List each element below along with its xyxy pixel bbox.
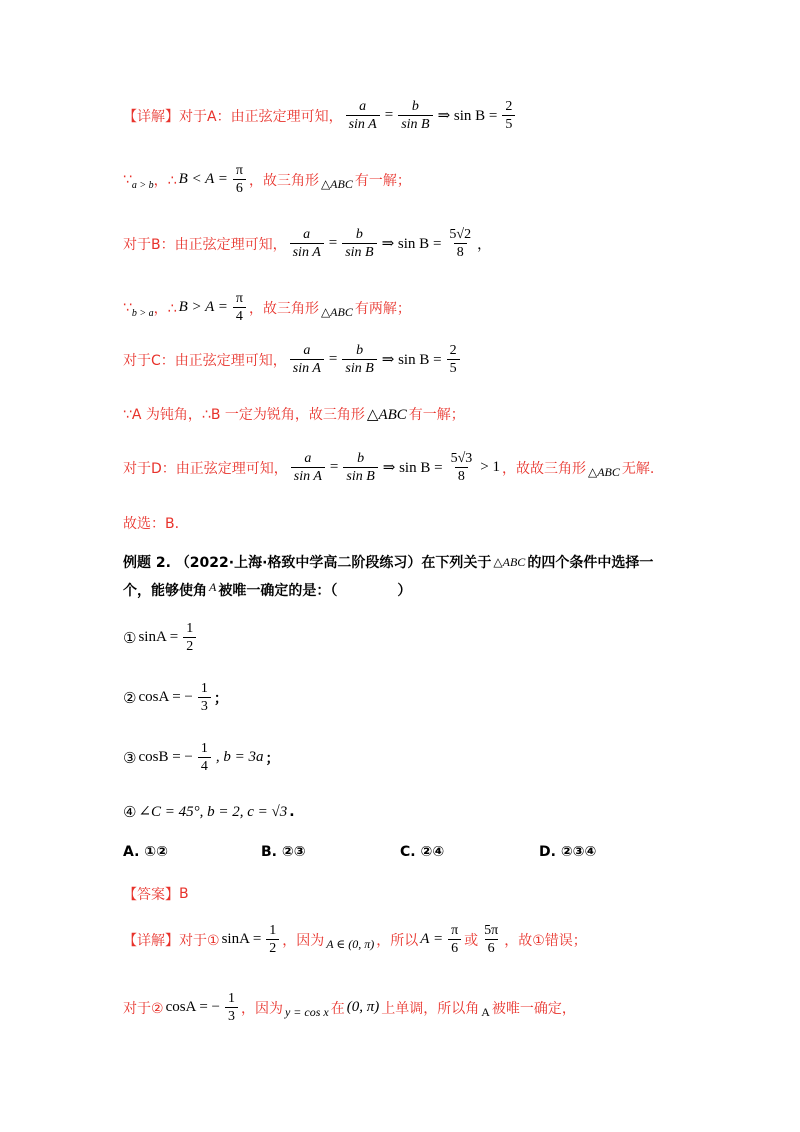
fraction: $\frac{2}{5}$ (502, 98, 515, 133)
fraction: $\frac{5√2}{8}$ (449, 227, 472, 260)
answer-value: B (179, 886, 189, 902)
fraction: $\frac{\pi}{6}$ (233, 162, 246, 197)
detail-tag: 【详解】 (123, 108, 179, 125)
option-a: A. ①② (123, 844, 168, 860)
line-text: 对于A：由正弦定理可知， (179, 108, 343, 125)
condition-1: ① sinA = $\frac{1}{2}$ (123, 620, 199, 655)
fraction: $\frac{a}{\text{sin A}}$ (346, 98, 380, 133)
option-c: C. ②④ (400, 844, 445, 860)
detail-line-a-reason (123, 162, 411, 197)
line-text: 对于D：由正弦定理可知， (123, 460, 288, 477)
question-line-2: 个，能够使角 A 被唯一确定的是：（ ） (123, 579, 412, 599)
line-text: 对于B：由正弦定理可知， (123, 236, 287, 253)
fraction: $\frac{\pi}{6}$ (448, 922, 461, 957)
angle-label: A (209, 579, 217, 594)
fraction: $\frac{1}{2}$ (266, 922, 279, 957)
angle-expr: B > A = (178, 299, 228, 315)
fraction: $\frac{b}{\text{sin B}}$ (342, 342, 376, 377)
line-text: ，故三角形 (248, 172, 319, 189)
detail-line-b-reason (123, 290, 411, 325)
line-text: ，故三角形 (248, 300, 319, 317)
result-text: 有两解； (354, 300, 411, 317)
fraction: $\frac{a}{\text{sin A}}$ (290, 342, 324, 377)
result-text: 有一解； (354, 172, 411, 189)
option-d: D. ②③④ (539, 844, 597, 860)
triangle-label: △ABC (493, 554, 526, 569)
condition-3: ③ cosB = − $\frac{1}{4}$ , b = 3a ； (123, 741, 280, 774)
fraction: $\frac{a}{\text{sin A}}$ (291, 450, 325, 485)
angle-expr: B < A = (178, 171, 228, 187)
therefore: ，∴ (153, 172, 177, 189)
fraction: $\frac{a}{\text{sin A}}$ (290, 226, 324, 261)
fraction: $\frac{2}{5}$ (447, 342, 460, 377)
fraction: $\frac{1}{3}$ (225, 990, 238, 1025)
triangle-label: △ABC (320, 177, 353, 191)
triangle-label: △ABC (320, 305, 353, 319)
answer-line (123, 884, 189, 904)
implies-expr: ⇒ sin B = (381, 236, 442, 252)
answer-tag: 【答案】 (123, 887, 179, 903)
question-line-1: 例题 2. （2022·上海·格致中学高二阶段练习）在下列关于 △ABC 的四个条件中选择一 (123, 554, 654, 571)
implies-expr: ⇒ sin B = (437, 108, 498, 124)
detail-line-b: 对于B：由正弦定理可知， $\frac{a}{\text{sin A}}$ = $\frac{b}{\text{sin B}}$ ⇒ sin B = $\frac{5√2}{8}$ ， (123, 227, 492, 260)
fraction: $\frac{1}{3}$ (198, 680, 211, 715)
line-text: ∵A 为钝角，∴B 一定为锐角，故三角形 (123, 407, 365, 423)
since-symbol: ∵ (123, 299, 132, 316)
condition: b > a (131, 308, 154, 319)
implies-expr: ⇒ sin B = (381, 352, 442, 368)
detail-line-d: 对于D：由正弦定理可知， $\frac{a}{\text{sin A}}$ = $\frac{b}{\text{sin B}}$ ⇒ sin B = $\frac{5√3}{8}$ > 1 ，故故三角形 △ABC 无解. (123, 451, 655, 484)
option-b: B. ②③ (261, 844, 306, 860)
detail-tag: 【详解】 (123, 932, 179, 949)
detail-line-c: 对于C：由正弦定理可知， $\frac{a}{\text{sin A}}$ = $\frac{b}{\text{sin B}}$ ⇒ sin B = $\frac{2}{5}$ (123, 342, 463, 377)
result-text: 无解. (621, 460, 655, 477)
triangle-label: △ABC (366, 406, 407, 423)
fraction: $\frac{1}{2}$ (183, 620, 196, 655)
triangle-label: △ABC (587, 465, 620, 479)
result-text: 有一解； (408, 407, 465, 423)
detail-condition-1: 【详解】 对于① sinA = $\frac{1}{2}$ ，因为 A ∈ (0, π) ，所以 A = $\frac{\pi}{6}$ 或 $\frac{5\pi}{6}$ ，故①错误； (123, 923, 587, 956)
condition: a > b (131, 180, 154, 191)
fraction: $\frac{b}{\text{sin B}}$ (343, 450, 377, 485)
fraction: $\frac{5√3}{8}$ (450, 451, 473, 484)
fraction: $\frac{5\pi}{6}$ (484, 923, 499, 956)
detail-line-a: 【详解】 对于A：由正弦定理可知， $\frac{a}{\text{sin A}}$ = $\frac{b}{\text{sin B}}$ ⇒ sin B = $\frac{2}{5}$ (123, 98, 518, 133)
condition-4: ④ ∠C = 45°, b = 2, c = √3 . (123, 802, 295, 821)
fraction: $\frac{b}{\text{sin B}}$ (342, 226, 376, 261)
condition-2: ② cosA = − $\frac{1}{3}$ ； (123, 681, 228, 714)
line-text: ，故故三角形 (501, 460, 586, 477)
detail-line-c-reason (123, 404, 465, 424)
fraction: $\frac{b}{\text{sin B}}$ (398, 98, 432, 133)
line-text: 对于C：由正弦定理可知， (123, 352, 287, 369)
fraction: $\frac{1}{4}$ (198, 740, 211, 775)
implies-expr: ⇒ sin B = (382, 460, 443, 476)
fraction: $\frac{\pi}{4}$ (233, 290, 246, 325)
therefore: ，∴ (153, 300, 177, 317)
detail-condition-2: 对于② cosA = − $\frac{1}{3}$ ，因为 y = cos x 在 (0, π) 上单调，所以角 A 被唯一确定， (123, 991, 576, 1024)
conclusion: 故选：B. (123, 516, 180, 532)
since-symbol: ∵ (123, 171, 132, 188)
